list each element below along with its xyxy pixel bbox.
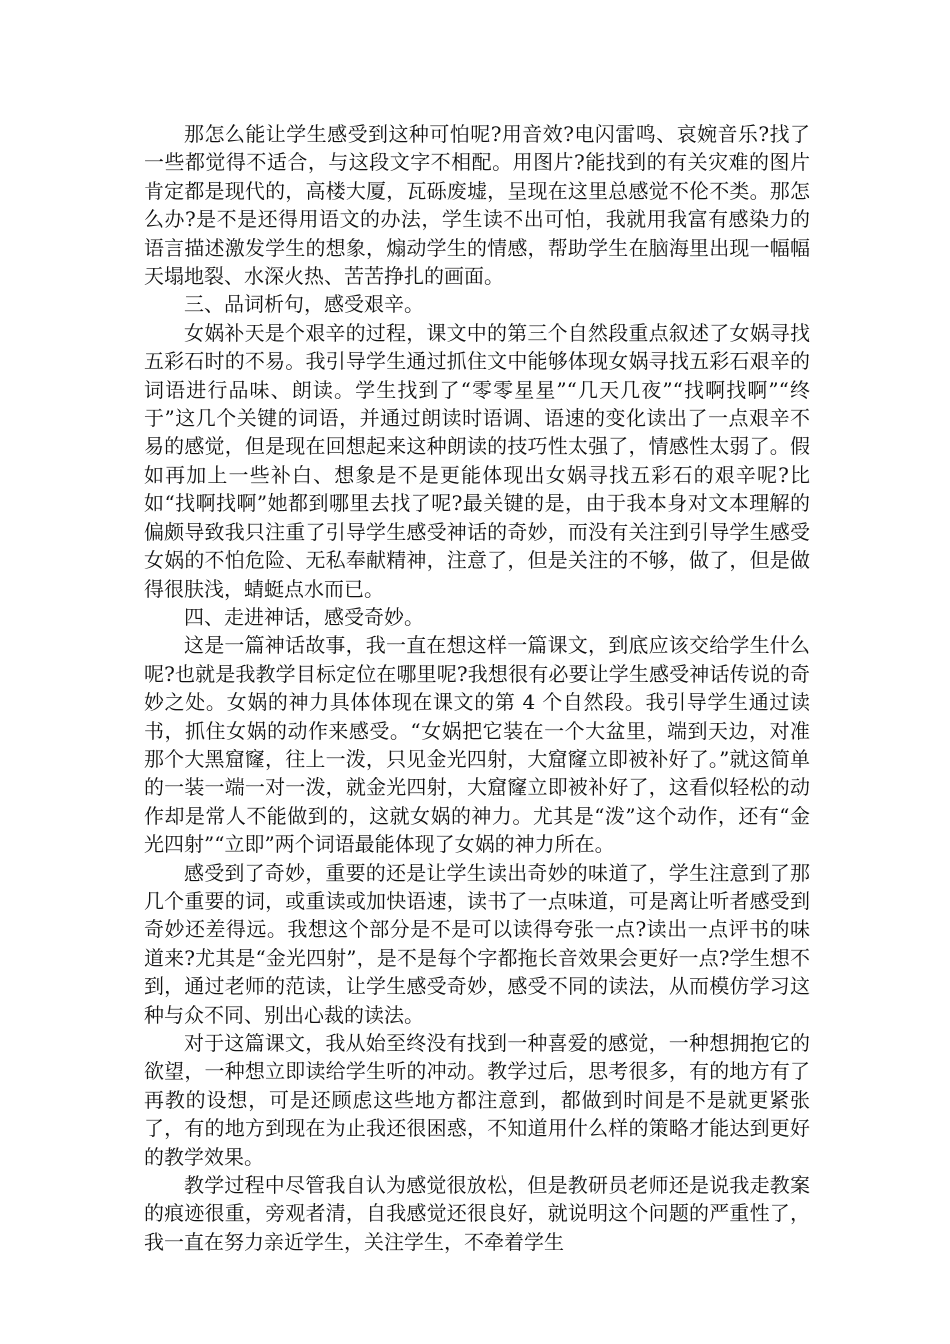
paragraph-2: 女娲补天是个艰辛的过程，课文中的第三个自然段重点叙述了女娲寻找五彩石时的不易。我引导学生通过抓住文中能够体现女娲寻找五彩石艰辛的词语进行品味、朗读。学生找到了“零零星星”“几天几夜”“找啊找啊”“终于”这几个关键的词语，并通过朗读时语调、语速的变化读出了一点艰辛不易的感觉，但是现在回想起来这种朗读的技巧性太强了，情感性太弱了。假如再加上一些补白、想象是不是更能体现出女娲寻找五彩石的艰辛呢?比如“找啊找啊”她都到哪里去找了呢?最关键的是，由于我本身对文本理解的偏颇导致我只注重了引导学生感受神话的奇妙，而没有关注到引导学生感受女娲的不怕危险、无私奉献精神，注意了，但是关注的不够，做了，但是做得很肤浅，蜻蜓点水而已。: [144, 320, 810, 601]
paragraph-4: 感受到了奇妙，重要的还是让学生读出奇妙的味道了，学生注意到了那几个重要的词，或重读或加快语速，读书了一点味道，可是离让听者感受到奇妙还差得远。我想这个部分是不是可以读得夸张一点?读出一点评书的味道来?尤其是“金光四射”，是不是每个字都拖长音效果会更好一点?学生想不到，通过老师的范读，让学生感受奇妙，感受不同的读法，从而模仿学习这种与众不同、别出心裁的读法。: [144, 860, 810, 1027]
paragraph-1: 那怎么能让学生感受到这种可怕呢?用音效?电闪雷鸣、哀婉音乐?找了一些都觉得不适合，与这段文字不相配。用图片?能找到的有关灾难的图片肯定都是现代的，高楼大厦，瓦砾废墟，呈现在这里总感觉不伦不类。那怎么办?是不是还得用语文的办法，学生读不出可怕，我就用我富有感染力的语言描述激发学生的想象，煽动学生的情感，帮助学生在脑海里出现一幅幅天塌地裂、水深火热、苦苦挣扎的画面。: [144, 122, 810, 289]
section-heading-3: 三、品词析句，感受艰辛。: [184, 292, 424, 317]
paragraph-6: 教学过程中尽管我自认为感觉很放松，但是教研员老师还是说我走教案的痕迹很重，旁观者清，自我感觉还很良好，就说明这个问题的严重性了，我一直在努力亲近学生，关注学生，不牵着学生: [144, 1173, 810, 1254]
document-body: [144, 120, 810, 1256]
paragraph-3: 这是一篇神话故事，我一直在想这样一篇课文，到底应该交给学生什么呢?也就是我教学目标定位在哪里呢?我想很有必要让学生感受神话传说的奇妙之处。女娲的神力具体体现在课文的第 4 个自然段。我引导学生通过读书，抓住女娲的动作来感受。“女娲把它装在一个大盆里，端到天边，对准那个大黑窟窿，往上一泼，只见金光四射，大窟窿立即被补好了。”就这简单的一装一端一对一泼，就金光四射，大窟窿立即被补好了，这看似轻松的动作却是常人不能做到的，这就女娲的神力。尤其是“泼”这个动作，还有“金光四射”“立即”两个词语最能体现了女娲的神力所在。: [144, 633, 810, 857]
paragraph-5: 对于这篇课文，我从始至终没有找到一种喜爱的感觉，一种想拥抱它的欲望，一种想立即读给学生听的冲动。教学过后，思考很多，有的地方有了再教的设想，可是还顾虑这些地方都注意到，都做到时间是不是就更紧张了，有的地方到现在为止我还很困惑，不知道用什么样的策略才能达到更好的教学效果。: [144, 1031, 810, 1169]
section-heading-4: 四、走进神话，感受奇妙。: [184, 604, 424, 629]
